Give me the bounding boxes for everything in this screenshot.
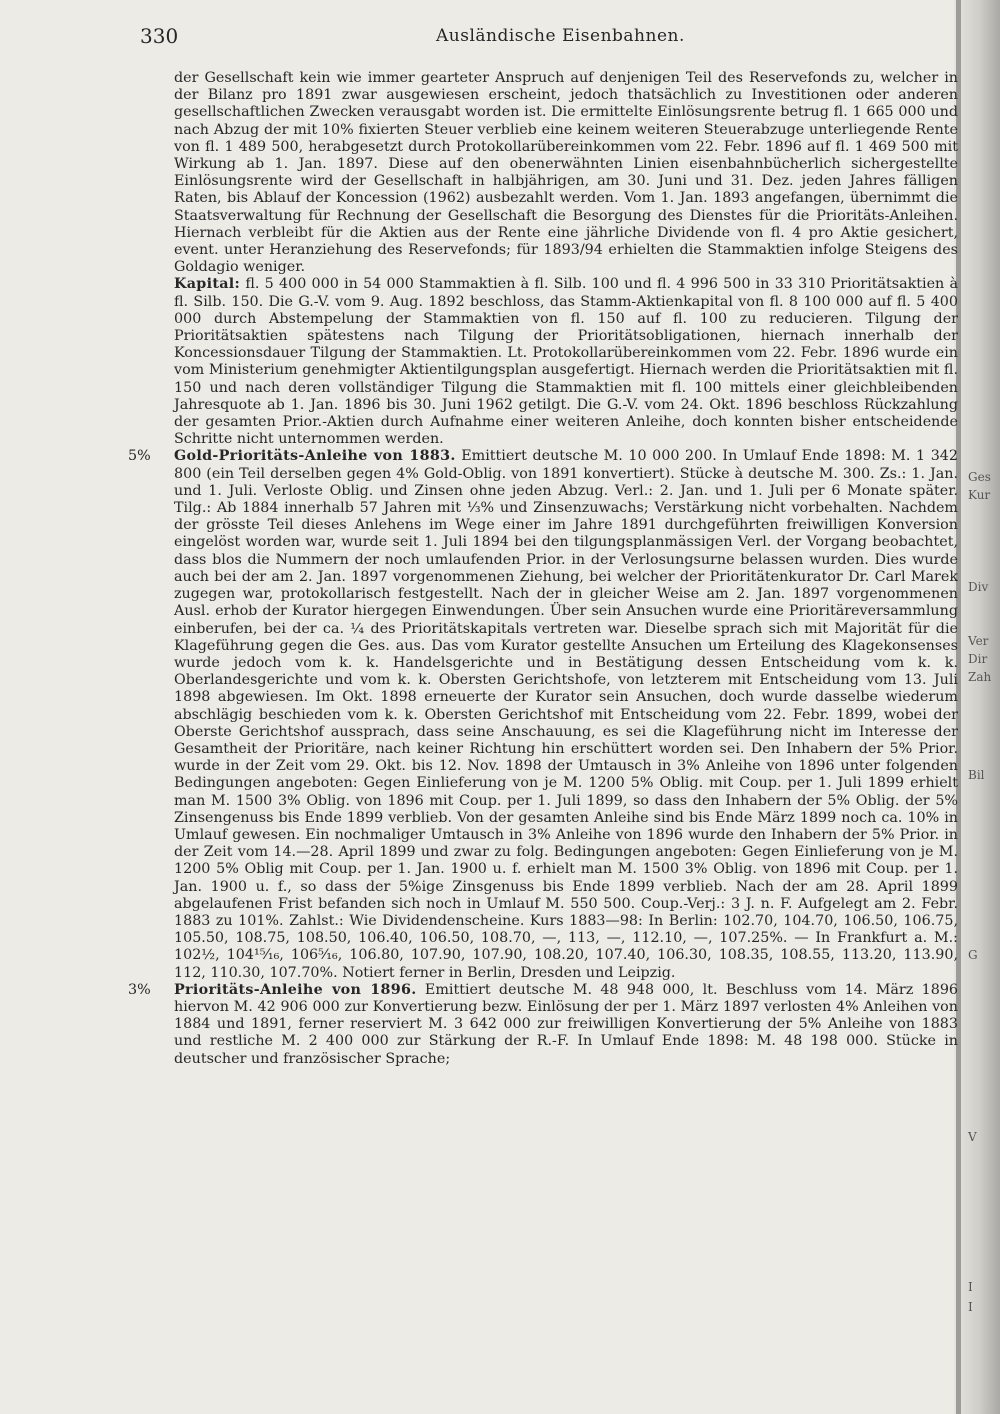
gold-anleihe-heading: Gold-Prioritäts-Anleihe von 1883.: [174, 448, 456, 465]
margin-fragment: I: [968, 1280, 973, 1294]
kapital-text: fl. 5 400 000 in 54 000 Stammaktien à fl. Silb. 100 und fl. 4 996 500 in 33 310 Prioritätsaktien à fl. Silb. 150. Die G.-V. vom 9. Aug. 1892 beschloss, das Stamm-Aktienkapital von fl. 8 100 000 auf fl. 5 400 000 durch Abstempelung der Stammaktien von fl. 150 auf fl. 100 zu reducieren. Tilgung der Prioritätsaktien spätestens nach Tilgung der Prioritätsobligationen, hiernach innerhalb der Koncessionsdauer Tilgung der Stammaktien. Lt. Protokollarübereinkommen vom 22. Febr. 1896 wurde ein vom Ministerium genehmigter Aktientilgungsplan ausgefertigt. Hiernach werden die Prioritätsaktien mit fl. 150 und nach deren vollständiger Tilgung die Stammaktien mit fl. 100 mittels einer gleichbleibenden Jahresquote ab 1. Jan. 1896 bis 30. Juni 1962 getilgt. Die G.-V. vom 24. Okt. 1896 beschloss Rückzahlung der gesamten Prior.-Aktien durch Aufnahme einer weiteren Anleihe, doch konnten bisher entscheidende Schritte nicht unternommen werden.: [174, 276, 958, 448]
margin-fragment: Div: [968, 580, 989, 594]
margin-fragment: Dir: [968, 652, 988, 666]
margin-fragment: I: [968, 1300, 973, 1314]
gold-anleihe-text: Emittiert deutsche M. 10 000 200. In Umlauf Ende 1898: M. 1 342 800 (ein Teil derselben gegen 4% Gold-Oblig. von 1891 konvertiert). Stücke à deutsche M. 300. Zs.: 1. Jan. und 1. Juli. Verloste Oblig. und Zinsen ohne jeden Abzug. Verl.: 2. Jan. und 1. Juli per 6 Monate später. Tilg.: Ab 1884 innerhalb 57 Jahren mit ⅓% und Zinsenzuwachs; Verstärkung nicht vorbehalten. Nachdem der grösste Teil dieses Anlehens im Wege einer im Jahre 1891 durchgeführten freiwilligen Konversion eingelöst worden war, wurde seit 1. Juli 1894 bei den tilgungsplanmässigen Verl. der Vorgang beobachtet, dass blos die Nummern der noch umlaufenden Prior. in der Verlosungsurne belassen wurden. Dies wurde auch bei der am 2. Jan. 1897 vorgenommenen Ziehung, bei welcher der Prioritätenkurator Dr. Carl Marek zugegen war, protokollarisch festgestellt. Nach der in gleicher Weise am 2. Jan. 1897 vorgenommenen Ausl. erhob der Kurator hiergegen Einwendungen. Über sein Ansuchen wurde eine Prioritäreversammlung einberufen, bei der ca. ¼ des Prioritätskapitals vertreten war. Dieselbe sprach sich mit Majorität für die Klageführung gegen die Ges. aus. Das vom Kurator gestellte Ansuchen um Erteilung des Klagekonsenses wurde jedoch vom k. k. Handelsgerichte und in Bestätigung dessen Entscheidung vom k. k. Oberlandesgerichte und vom k. k. Obersten Gerichtshofe, von letzterem mit Entscheidung vom 13. Juli 1898 abgewiesen. Im Okt. 1898 erneuerte der Kurator sein Ansuchen, doch wurde dasselbe wiederum abschlägig beschieden vom k. k. Obersten Gerichtshof mit Entscheidung vom 22. Febr. 1899, wobei der Oberste Gerichtshof aussprach, dass seine Anschauung, es sei die Klageführung nicht im Interesse der Gesamtheit der Prioritäre, nach keiner Richtung hin erschüttert worden sei. Den Inhabern der 5% Prior. wurde in der Zeit vom 29. Okt. bis 12. Nov. 1898 der Umtausch in 3% Anleihe von 1896 unter folgenden Bedingungen angeboten: Gegen Einlieferung von je M. 1200 5% Oblig. mit Coup. per 1. Juli 1899 erhielt man M. 1500 3% Oblig. von 1896 mit Coup. per 1. Juli 1899, so dass den Inhabern der 5% Oblig. der 5% Zinsengenuss bis Ende 1899 verblieb. Von der gesamten Anleihe sind bis Ende März 1899 noch ca. 10% in Umlauf gewesen. Ein nochmaliger Umtausch in 3% Anleihe von 1896 wurde den Inhabern der 5% Prior. in der Zeit vom 14.—28. April 1899 und zwar zu folg. Bedingungen angeboten: Gegen Einlieferung von je M. 1200 5% Oblig mit Coup. per 1. Jan. 1900 u. f. erhielt man M. 1500 3% Oblig. von 1896 mit Coup. per 1. Jan. 1900 u. f., so dass der 5%ige Zinsgenuss bis Ende 1899 verblieb. Nach der am 28. April 1899 abgelaufenen Frist befanden sich noch in Umlauf M. 550 500. Coup.-Verj.: 3 J. n. F. Aufgelegt am 2. Febr. 1883 zu 101%. Zahlst.: Wie Dividendenscheine. Kurs 1883—98: In Berlin: 102.70, 104.70, 106.50, 106.75, 105.50, 108.75, 108.50, 106.40, 106.50, 108.70, —, 113, —, 112.10, —, 107.25%. — In Frankfurt a. M.: 102½, 104¹⁵⁄₁₆, 106⁵⁄₁₆, 106.80, 107.90, 107.90, 108.20, 107.40, 106.30, 108.35, 108.55, 113.20, 113.90, 112, 110.30, 107.70%. Notiert ferner in Berlin, Dresden und Leipzig.: [174, 448, 958, 981]
margin-fragment: V: [968, 1130, 977, 1144]
running-title: Ausländische Eisenbahnen.: [436, 26, 685, 46]
prior-anleihe-percent: 3%: [128, 981, 151, 998]
margin-fragment: Zah: [968, 670, 992, 684]
intro-paragraph: der Gesellschaft kein wie immer gearteter Anspruch auf denjenigen Teil des Reservefonds zu, welcher in der Bilanz pro 1891 zwar ausgewiesen erscheint, jedoch thatsächlich zu Investitionen oder anderen gesellschaftlichen Zwecken verausgabt worden ist. Die ermittelte Einlösungsrente betrug fl. 1 665 000 und nach Abzug der mit 10% fixierten Steuer verblieb eine keinem weiteren Steuerabzuge unterliegende Rente von fl. 1 489 500, herabgesetzt durch Protokollarübereinkommen vom 22. Febr. 1896 auf fl. 1 469 500 mit Wirkung ab 1. Jan. 1897. Diese auf den obenerwähnten Linien eisenbahnbücherlich sichergestellte Einlösungsrente wird der Gesellschaft in halbjährigen, am 30. Juni und 31. Dez. jeden Jahres fälligen Raten, bis Ablauf der Koncession (1962) ausbezahlt werden. Vom 1. Jan. 1893 angefangen, übernimmt die Staatsverwaltung für Rechnung der Gesellschaft die Besorgung des Dienstes für die Prioritäts-Anleihen. Hiernach verbleibt für die Aktien aus der Rente eine jährliche Dividende von fl. 4 pro Aktie gesichert, event. unter Heranziehung des Reservefonds; für 1893/94 erhielten die Stammaktien infolge Steigens des Goldagio weniger.: [174, 70, 958, 276]
margin-fragment: Ges: [968, 470, 991, 484]
kapital-heading: Kapital:: [174, 276, 241, 293]
page-number: 330: [140, 24, 179, 48]
margin-fragment: G: [968, 948, 978, 962]
gold-anleihe-percent: 5%: [128, 448, 151, 465]
text-column: [128, 70, 958, 1068]
prior-anleihe-text: Emittiert deutsche M. 48 948 000, lt. Beschluss vom 14. März 1896 hiervon M. 42 906 000 zur Konvertierung bezw. Einlösung der per 1. März 1897 verlosten 4% Anleihen von 1884 und 1891, ferner reserviert M. 3 642 000 zur freiwilligen Konvertierung der 5% Anleihe von 1883 und restliche M. 2 400 000 zur Stärkung der R.-F. In Umlauf Ende 1898: M. 48 198 000. Stücke in deutscher und französischer Sprache;: [174, 981, 958, 1067]
prior-anleihe-entry: [128, 982, 958, 1068]
margin-fragment: Ver: [968, 634, 989, 648]
margin-fragment: Kur: [968, 488, 991, 502]
gold-anleihe-entry: [128, 448, 958, 981]
page-header: [140, 24, 940, 48]
margin-fragment: Bil: [968, 768, 985, 782]
kapital-entry: [128, 276, 958, 448]
prior-anleihe-heading: Prioritäts-Anleihe von 1896.: [174, 981, 417, 998]
